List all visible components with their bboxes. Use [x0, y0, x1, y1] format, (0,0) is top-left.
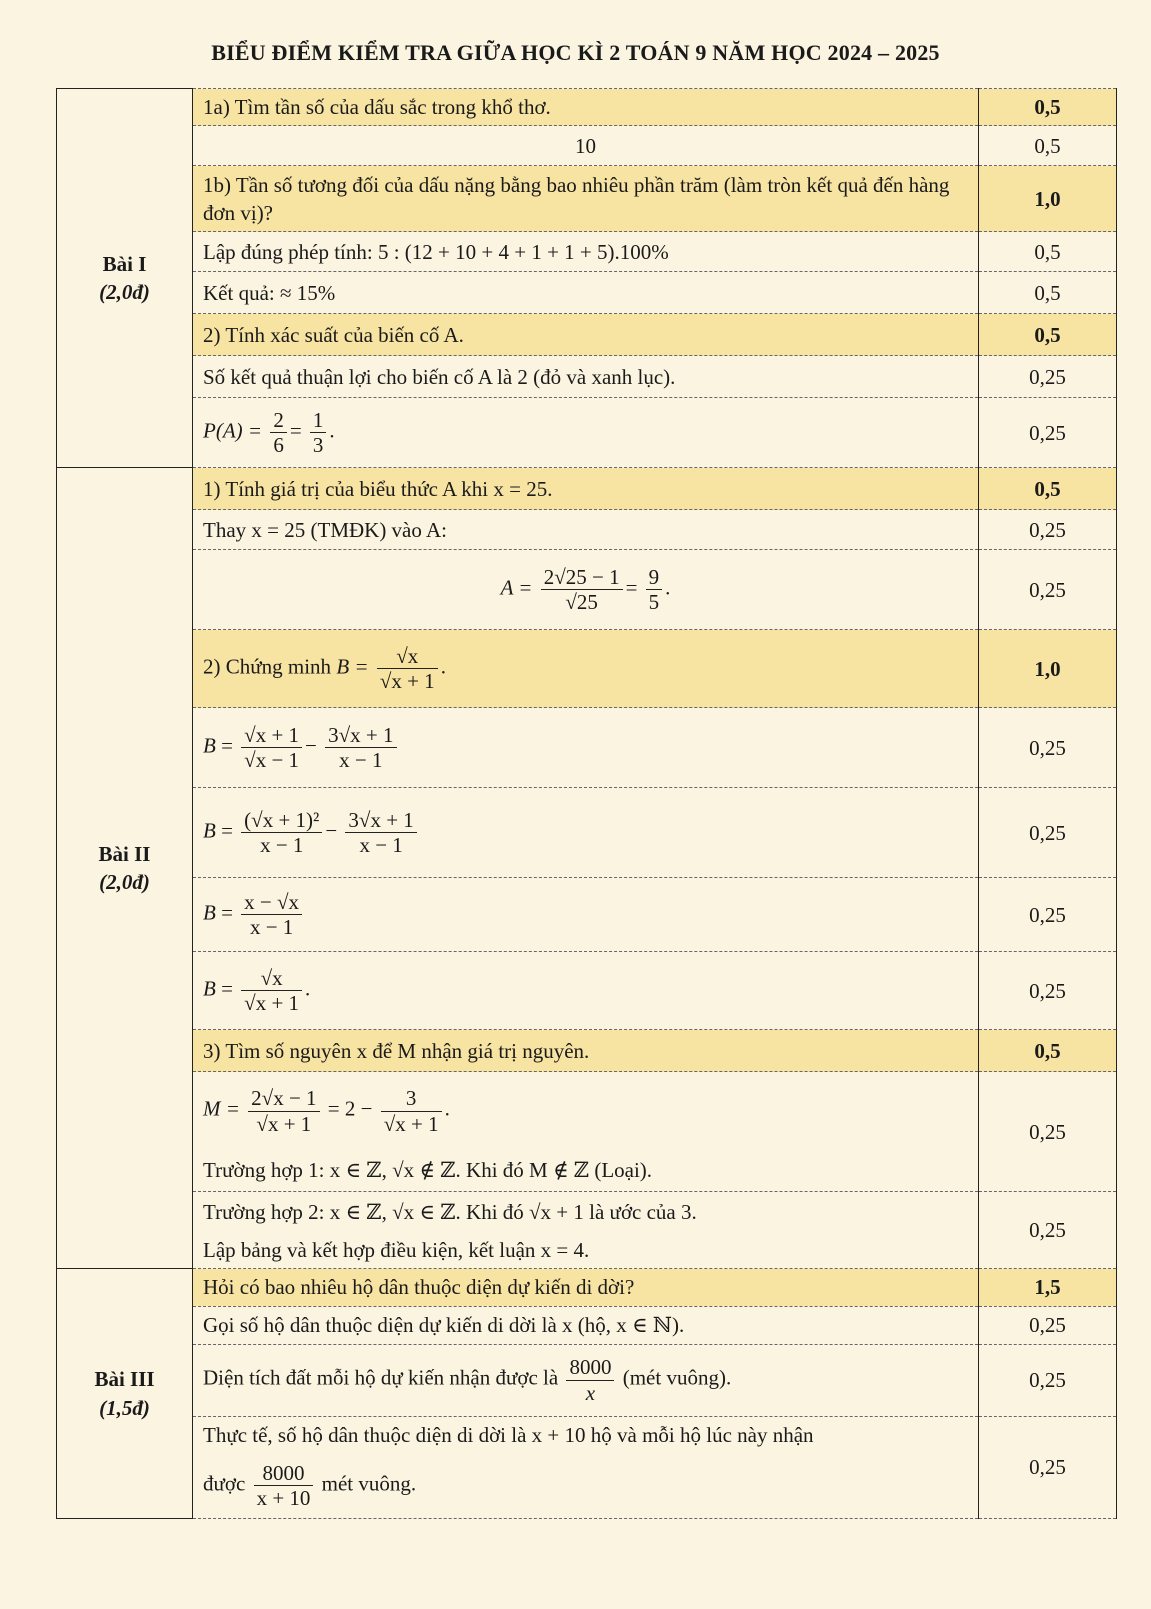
value-calculation: A = $\frac{2√25 - 1}{√25}$ = $\frac{9}{5}$ .: [193, 550, 979, 630]
table-row: Gọi số hộ dân thuộc diện dự kiến di dời là x (hộ, x ∈ ℕ). 0,25: [57, 1306, 1117, 1344]
table-row: Bài II (2,0đ) 1) Tính giá trị của biểu thức A khi x = 25. 0,5: [57, 468, 1117, 510]
page-title: BIỂU ĐIỂM KIỂM TRA GIỮA HỌC KÌ 2 TOÁN 9 NĂM HỌC 2024 – 2025: [211, 40, 940, 65]
table-row: B = $\frac{√x}{√x + 1}$ . 0,25: [57, 952, 1117, 1030]
table-row: M = $\frac{2√x - 1}{√x + 1}$ = 2 − $\frac{3}{√x + 1}$ . 0,25: [57, 1072, 1117, 1150]
section-bai-1: Bài I (2,0đ): [57, 89, 193, 468]
table-row: Bài I (2,0đ) 1a) Tìm tần số của dấu sắc trong khổ thơ. 0,5: [57, 89, 1117, 126]
table-row: Thực tế, số hộ dân thuộc diện di dời là x + 10 hộ và mỗi hộ lúc này nhận 0,25: [57, 1416, 1117, 1453]
table-row: Số kết quả thuận lợi cho biến cố A là 2 (đỏ và xanh lục). 0,25: [57, 356, 1117, 398]
table-row: Trường hợp 2: x ∈ ℤ, √x ∈ ℤ. Khi đó √x + 1 là ước của 3. 0,25: [57, 1192, 1117, 1232]
table-row: P(A) = $\frac{2}{6}$ = $\frac{1}{3}$ . 0,25: [57, 398, 1117, 468]
table-row: Lập đúng phép tính: 5 : (12 + 10 + 4 + 1 + 1 + 5).100% 0,5: [57, 232, 1117, 272]
table-row: 1b) Tần số tương đối của dấu nặng bằng bao nhiêu phần trăm (làm tròn kết quả đến hàng đơn vị)? 1,0: [57, 166, 1117, 232]
table-row: A = $\frac{2√25 - 1}{√25}$ = $\frac{9}{5}$ . 0,25: [57, 550, 1117, 630]
section-bai-2: Bài II (2,0đ): [57, 468, 193, 1269]
table-row: 3) Tìm số nguyên x để M nhận giá trị nguyên. 0,5: [57, 1030, 1117, 1072]
probability-formula: P(A) = $\frac{2}{6}$ = $\frac{1}{3}$ .: [193, 398, 979, 468]
table-row: Thay x = 25 (TMĐK) vào A: 0,25: [57, 510, 1117, 550]
section-bai-3: Bài III (1,5đ): [57, 1269, 193, 1519]
table-row: 2) Chứng minh B = $\frac{√x}{√x + 1}$ . 1,0: [57, 630, 1117, 708]
table-row: 10 0,5: [57, 126, 1117, 166]
table-row: B = $\frac{√x + 1}{√x - 1}$ − $\frac{3√x + 1}{x - 1}$ 0,25: [57, 708, 1117, 788]
table-row: Lập bảng và kết hợp điều kiện, kết luận x = 4.: [57, 1232, 1117, 1269]
score-table: [56, 88, 1117, 1519]
table-row: B = $\frac{x - √x}{x - 1}$ 0,25: [57, 878, 1117, 952]
table-row: Diện tích đất mỗi hộ dự kiến nhận được là $\frac{8000}{x}$ (mét vuông). 0,25: [57, 1344, 1117, 1416]
table-row: 2) Tính xác suất của biến cố A. 0,5: [57, 314, 1117, 356]
table-row: được $\frac{8000}{x + 10}$ mét vuông.: [57, 1453, 1117, 1519]
table-row: B = $\frac{\text{(√x + 1)²}}{x - 1}$ − $\frac{3√x + 1}{x - 1}$ 0,25: [57, 788, 1117, 878]
table-row: Bài III (1,5đ) Hỏi có bao nhiêu hộ dân thuộc diện dự kiến di dời? 1,5: [57, 1269, 1117, 1306]
table-row: Trường hợp 1: x ∈ ℤ, √x ∉ ℤ. Khi đó M ∉ ℤ (Loại).: [57, 1150, 1117, 1192]
table-row: Kết quả: ≈ 15% 0,5: [57, 272, 1117, 314]
